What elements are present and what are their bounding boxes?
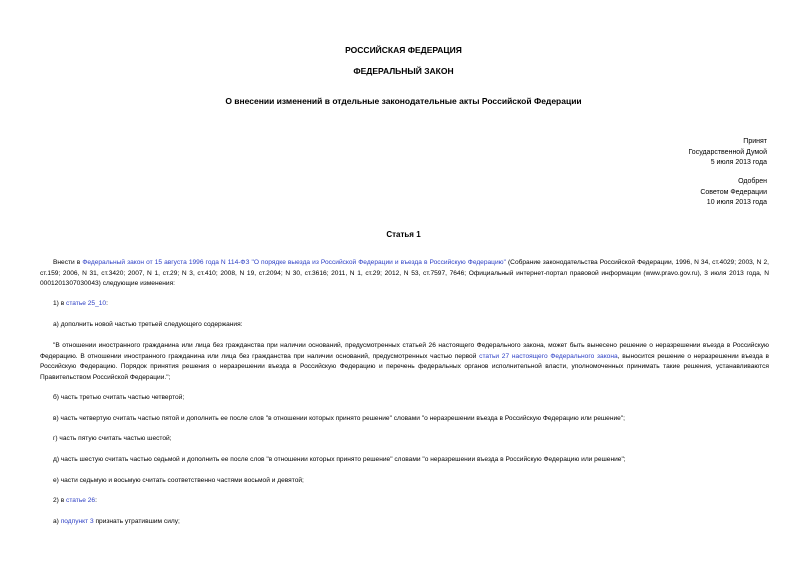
item-1-text: 1) в [53,300,67,307]
adopted-label: Принят [743,138,767,145]
item-g: г) часть пятую считать частью шестой; [53,435,172,442]
item-v: в) часть четвертую считать частью пятой и дополнить ее после слов "в отношении которых принято решение" словами "о неразрешении въезда в Российскую Федерацию или решение"; [53,415,626,422]
item-2-colon: : [95,497,97,504]
approved-date: 10 июля 2013 года [706,199,767,206]
intro-paragraph [40,258,769,290]
country-heading: РОССИЙСКАЯ ФЕДЕРАЦИЯ [345,45,462,55]
item-1-colon: : [106,300,108,307]
approved-label: Одобрен [738,178,767,185]
adopted-date: 5 июля 2013 года [710,159,767,166]
item-a1: а) дополнить новой частью третьей следующего содержания: [53,321,243,328]
article-26-link[interactable]: статье 26 [66,497,96,504]
item-a2 [53,517,769,528]
item-a2-text-2: признать утратившим силу; [93,518,180,525]
law-title: О внесении изменений в отдельные законодательные акты Российской Федерации [225,96,582,106]
item-e: е) части седьмую и восьмую считать соответственно частями восьмой и девятой; [53,477,304,484]
adopted-block [547,137,767,169]
adopted-body: Государственной Думой [688,148,767,156]
approved-body: Советом Федерации [700,188,767,196]
article-27-link[interactable]: статьи 27 настоящего Федерального закона [479,352,618,360]
law-type-heading: ФЕДЕРАЛЬНЫЙ ЗАКОН [353,66,454,76]
approved-block [547,177,767,209]
item-a2-text: а) [53,518,61,525]
item-d: д) часть шестую считать частью седьмой и дополнить ее после слов "в отношении которых принято решение" словами "о неразрешении въезда в Российскую Федерацию или решение"; [53,456,626,463]
article-25-10-link[interactable]: статье 25_10 [66,300,107,307]
item-2 [53,496,769,507]
quote-paragraph [40,341,769,384]
item-b: б) часть третью считать частью четвертой; [53,394,185,401]
quote-text-1: "В отношении иностранного гражданина или лица без гражданства при наличии оснований, предусмотренных статьей 26 настоящего Федерального закона, может быть вынесено решение о неразрешении въезда в Российскую Федерацию. В отношении иностранного гражданина или лица без гражданства при наличии оснований, предусмотренных частью первой [40,342,769,360]
item-2-text: 2) в [53,497,67,504]
subclause-3-link[interactable]: подпункт 3 [60,518,94,525]
intro-text-1: Внести в [53,259,83,266]
law-114-link[interactable]: Федеральный закон от 15 августа 1996 года N 114-ФЗ "О порядке выезда из Российской Федерации и въезда в Российскую Федерацию" [82,259,506,266]
intro-text-2: (Собрание законодательства Российской Федерации, 1996, N 34, ст.4029; 2003, N 2, ст.159; 2006, N 31, ст.3420; 2007, N 1, ст.29; N 3, ст.410; 2008, N 19, ст.2094; N 30, ст.3616; 2011, N 1, ст.29; 2012, N 53, ст.7597, 7646; Официальный интернет-портал правовой информации (www.pravo.gov.ru), 3 июля 2013 года, N 0001201307030043) следующие изменения: [40,259,769,288]
item-1 [53,299,769,310]
quote-text-2: , выносится решение о неразрешении въезда в Российскую Федерацию. Порядок принятия решения о неразрешении въезда в Российскую Федерацию и перечень федеральных органов исполнительной власти, уполномоченных принимать такие решения, устанавливаются Правительством Российской Федерации."; [40,352,769,382]
article-title: Статья 1 [386,230,421,239]
